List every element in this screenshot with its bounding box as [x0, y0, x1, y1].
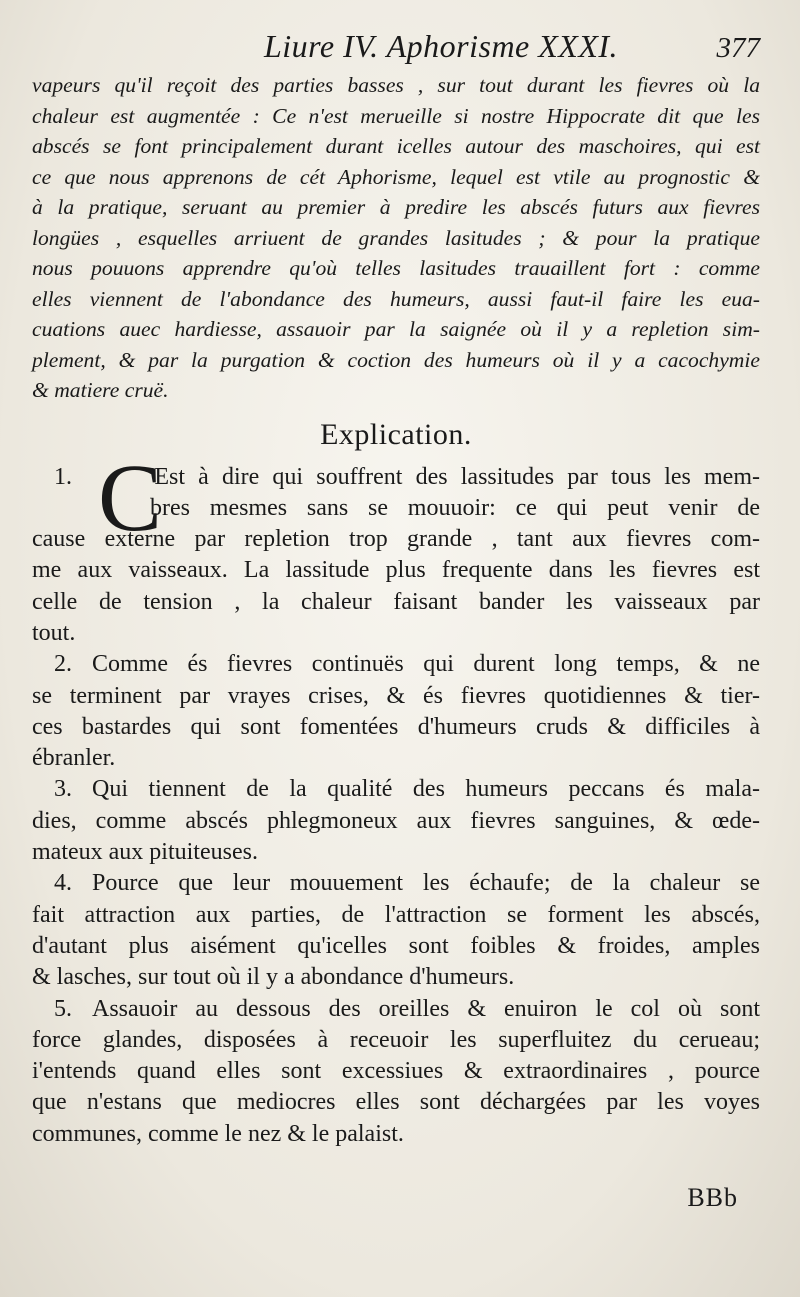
commentary-line: plement, & par la purgation & coction des humeurs où il y a cacochymie	[32, 347, 760, 372]
paragraph-line: tout.	[32, 619, 76, 646]
commentary-line: ce que nous apprenons de cét Aphorisme, lequel est vtile au prognostic &	[32, 164, 760, 189]
paragraph-line: & lasches, sur tout où il y a abondance d'humeurs.	[32, 964, 515, 991]
page-number: 377	[716, 32, 760, 64]
commentary-line: longües , esquelles arriuent de grandes lasitudes ; & pour la pratique	[32, 225, 760, 250]
paragraph-line: communes, comme le nez & le palaist.	[32, 1120, 404, 1147]
paragraph-line: Comme és fievres continuës qui durent long temps, & ne	[92, 651, 760, 678]
paragraph-line: ces bastardes qui sont fomentées d'humeurs cruds & difficiles à	[32, 713, 760, 740]
paragraph-line: me aux vaisseaux. La lassitude plus frequente dans les fievres est	[32, 557, 760, 584]
commentary-line: abscés se font principalement durant icelles autour des maschoires, qui est	[32, 134, 760, 158]
paragraph-line: cause externe par repletion trop grande , tant aux fievres com-	[32, 526, 760, 553]
commentary-line: vapeurs qu'il reçoit des parties basses , sur tout durant les fievres où la	[32, 73, 760, 97]
paragraph-line: Assauoir au dessous des oreilles & enuiron le col où sont	[92, 995, 760, 1022]
paragraph-line: d'autant plus aisément qu'icelles sont foibles & froides, amples	[32, 932, 760, 959]
paragraph-line: se terminent par vrayes crises, & és fievres quotidiennes & tier-	[32, 682, 760, 709]
paragraph-4	[32, 868, 760, 993]
paragraph-line: mateux aux pituiteuses.	[32, 839, 258, 866]
commentary-line: chaleur est augmentée : Ce n'est merueille si nostre Hippocrate dit que les	[32, 103, 760, 128]
signature-mark: BBb	[687, 1183, 738, 1212]
running-head	[32, 28, 760, 68]
commentary-line: cuations auec hardiesse, assauoir par la saignée où il y a repletion sim-	[32, 317, 760, 341]
paragraph-number: 5.	[54, 995, 72, 1022]
paragraph-line: ébranler.	[32, 745, 116, 772]
paragraph-line: bres mesmes sans se mouuoir: ce qui peut venir de	[150, 494, 760, 521]
paragraph-2	[32, 649, 760, 774]
paragraph-line: que n'estans que mediocres elles sont déchargées par les voyes	[32, 1089, 760, 1116]
commentary-line: & matiere cruë.	[32, 378, 169, 402]
commentary-line: à la pratique, seruant au premier à predire les abscés futurs aux fievres	[32, 195, 760, 219]
paragraph-number: 1.	[54, 463, 72, 490]
paragraph-line: Qui tiennent de la qualité des humeurs peccans és mala-	[92, 776, 760, 803]
drop-cap: C	[98, 443, 163, 551]
commentary-line: elles viennent de l'abondance des humeurs, aussi faut-il faire les eua-	[32, 286, 760, 311]
paragraph-line: force glandes, disposées à receuoir les superfluitez du cerueau;	[32, 1026, 760, 1053]
paragraph-line: dies, comme abscés phlegmoneux aux fievres sanguines, & œde-	[32, 807, 760, 834]
running-head-title: Liure IV. Aphorisme XXXI.	[263, 28, 619, 64]
paragraph-number: 2.	[54, 651, 72, 678]
paragraph-line: celle de tension , la chaleur faisant bander les vaisseaux par	[32, 588, 760, 615]
paragraph-line: 'Est à dire qui souffrent des lassitudes par tous les mem-	[150, 463, 760, 490]
paragraph-line: Pource que leur mouuement les échaufe; de la chaleur se	[92, 870, 760, 897]
paragraph-5	[32, 994, 760, 1150]
paragraph-line: fait attraction aux parties, de l'attraction se forment les abscés,	[32, 901, 760, 928]
section-title: Explication.	[320, 417, 472, 451]
paragraph-line: i'entends quand elles sont excessiues & extraordinaires , pource	[32, 1058, 760, 1085]
paragraph-3	[32, 774, 760, 868]
commentary-text	[32, 70, 760, 406]
paragraph-number: 3.	[54, 776, 72, 803]
paragraph-number: 4.	[54, 870, 72, 897]
paragraph-1	[32, 443, 760, 650]
commentary-line: nous pouuons apprendre qu'où telles lasitudes trauaillent fort : comme	[32, 256, 760, 280]
